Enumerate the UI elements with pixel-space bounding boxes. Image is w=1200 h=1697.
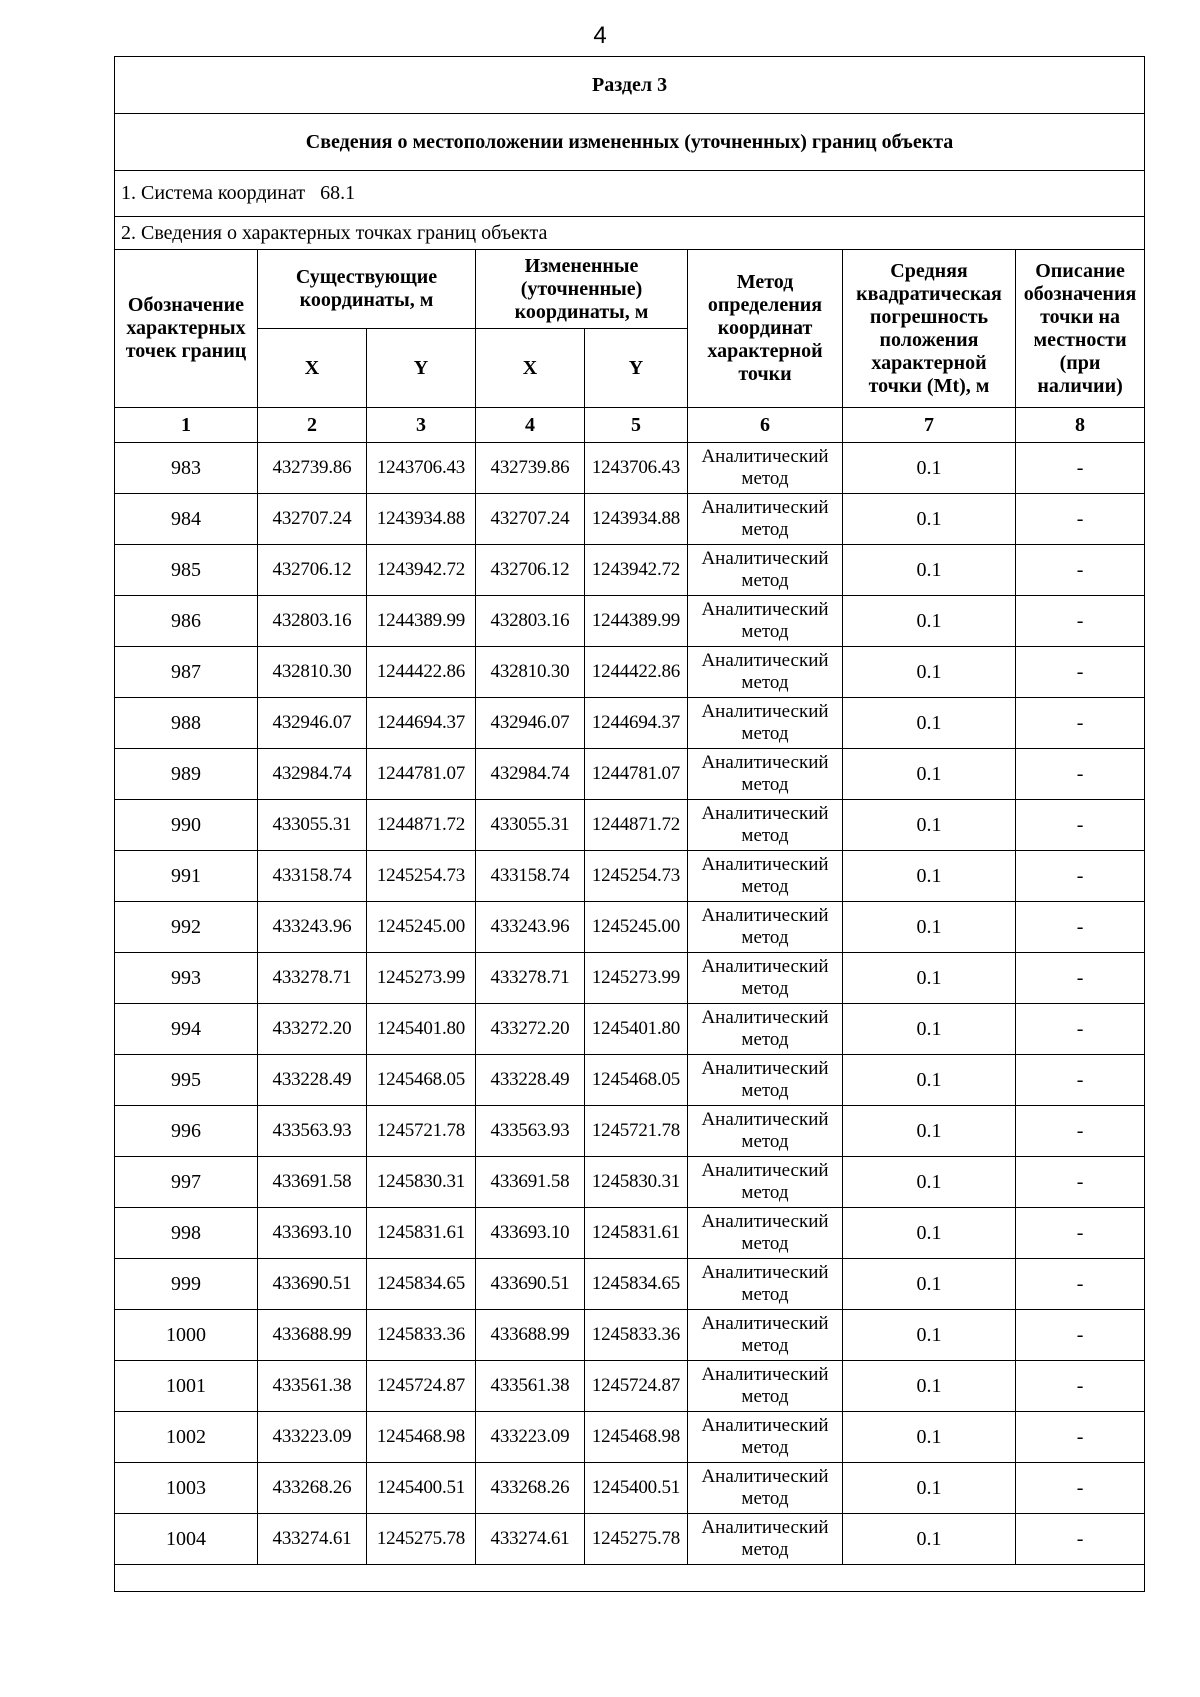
changed-x-cell: 432707.24 xyxy=(476,494,585,545)
coordinate-system-row xyxy=(115,171,1145,217)
table-row xyxy=(115,1361,1145,1412)
existing-y-cell: 1245721.78 xyxy=(367,1106,476,1157)
page-number: 4 xyxy=(593,22,607,49)
header-description: Описание обозначения точки на местности (при наличии) xyxy=(1016,250,1145,408)
error-cell: 0.1 xyxy=(843,1514,1016,1565)
table-row xyxy=(115,1004,1145,1055)
error-cell: 0.1 xyxy=(843,1259,1016,1310)
description-cell: - xyxy=(1016,1361,1145,1412)
description-cell: - xyxy=(1016,1157,1145,1208)
column-number: 6 xyxy=(688,408,843,443)
column-number: 1 xyxy=(115,408,258,443)
error-cell: 0.1 xyxy=(843,1310,1016,1361)
method-cell: Аналитический метод xyxy=(688,1361,843,1412)
changed-x-cell: 433272.20 xyxy=(476,1004,585,1055)
method-cell: Аналитический метод xyxy=(688,1208,843,1259)
point-id-cell: 1001 xyxy=(115,1361,258,1412)
existing-y-cell: 1243942.72 xyxy=(367,545,476,596)
existing-y-cell: 1245401.80 xyxy=(367,1004,476,1055)
existing-x-cell: 433278.71 xyxy=(258,953,367,1004)
column-number: 2 xyxy=(258,408,367,443)
existing-y-cell: 1244871.72 xyxy=(367,800,476,851)
point-id-cell: 995 xyxy=(115,1055,258,1106)
method-cell: Аналитический метод xyxy=(688,494,843,545)
existing-x-cell: 433228.49 xyxy=(258,1055,367,1106)
existing-y-cell: 1245254.73 xyxy=(367,851,476,902)
column-number: 3 xyxy=(367,408,476,443)
header-error: Средняя квадратическая погрешность положения характерной точки (Mt), м xyxy=(843,250,1016,408)
changed-y-cell: 1245468.98 xyxy=(585,1412,688,1463)
error-cell: 0.1 xyxy=(843,1463,1016,1514)
existing-y-cell: 1245834.65 xyxy=(367,1259,476,1310)
error-cell: 0.1 xyxy=(843,545,1016,596)
point-id-cell: 993 xyxy=(115,953,258,1004)
changed-y-cell: 1245401.80 xyxy=(585,1004,688,1055)
existing-y-cell: 1245724.87 xyxy=(367,1361,476,1412)
description-cell: - xyxy=(1016,851,1145,902)
existing-x-cell: 433158.74 xyxy=(258,851,367,902)
error-cell: 0.1 xyxy=(843,443,1016,494)
error-cell: 0.1 xyxy=(843,596,1016,647)
error-cell: 0.1 xyxy=(843,647,1016,698)
changed-x-cell: 432946.07 xyxy=(476,698,585,749)
header-changed-coordinates: Измененные (уточненные) координаты, м xyxy=(476,250,688,329)
error-cell: 0.1 xyxy=(843,800,1016,851)
error-cell: 0.1 xyxy=(843,902,1016,953)
column-number: 4 xyxy=(476,408,585,443)
changed-x-cell: 433278.71 xyxy=(476,953,585,1004)
document-title: Сведения о местоположении измененных (уточненных) границ объекта xyxy=(115,114,1145,171)
changed-x-cell: 433691.58 xyxy=(476,1157,585,1208)
existing-x-cell: 433274.61 xyxy=(258,1514,367,1565)
points-info-row xyxy=(115,217,1145,250)
description-cell: - xyxy=(1016,1412,1145,1463)
changed-y-cell: 1245254.73 xyxy=(585,851,688,902)
existing-x-cell: 433561.38 xyxy=(258,1361,367,1412)
existing-x-cell: 433693.10 xyxy=(258,1208,367,1259)
point-id-cell: 991 xyxy=(115,851,258,902)
error-cell: 0.1 xyxy=(843,698,1016,749)
changed-x-cell: 432739.86 xyxy=(476,443,585,494)
existing-y-cell: 1244389.99 xyxy=(367,596,476,647)
table-row xyxy=(115,1412,1145,1463)
empty-footer-row xyxy=(115,1565,1145,1592)
error-cell: 0.1 xyxy=(843,1055,1016,1106)
point-id-cell: 992 xyxy=(115,902,258,953)
changed-y-cell: 1243934.88 xyxy=(585,494,688,545)
title-row xyxy=(115,114,1145,171)
changed-x-cell: 433693.10 xyxy=(476,1208,585,1259)
existing-y-cell: 1245275.78 xyxy=(367,1514,476,1565)
existing-x-cell: 432706.12 xyxy=(258,545,367,596)
existing-x-cell: 433688.99 xyxy=(258,1310,367,1361)
changed-y-cell: 1245468.05 xyxy=(585,1055,688,1106)
column-number: 5 xyxy=(585,408,688,443)
boundary-points-table xyxy=(114,56,1145,1592)
description-cell: - xyxy=(1016,1055,1145,1106)
coordinate-system-cell xyxy=(115,171,1145,217)
existing-y-cell: 1245468.05 xyxy=(367,1055,476,1106)
existing-x-cell: 433691.58 xyxy=(258,1157,367,1208)
existing-x-cell: 433690.51 xyxy=(258,1259,367,1310)
changed-x-cell: 432706.12 xyxy=(476,545,585,596)
changed-y-cell: 1244781.07 xyxy=(585,749,688,800)
column-number: 8 xyxy=(1016,408,1145,443)
point-id-cell: 1004 xyxy=(115,1514,258,1565)
existing-x-cell: 433223.09 xyxy=(258,1412,367,1463)
coordinate-system-value: 68.1 xyxy=(320,182,356,204)
table-row xyxy=(115,1157,1145,1208)
table-row xyxy=(115,800,1145,851)
existing-y-cell: 1245245.00 xyxy=(367,902,476,953)
existing-y-cell: 1243706.43 xyxy=(367,443,476,494)
point-id-cell: 997 xyxy=(115,1157,258,1208)
changed-x-cell: 433268.26 xyxy=(476,1463,585,1514)
method-cell: Аналитический метод xyxy=(688,851,843,902)
description-cell: - xyxy=(1016,1259,1145,1310)
point-id-cell: 988 xyxy=(115,698,258,749)
point-id-cell: 994 xyxy=(115,1004,258,1055)
header-designation: Обозначение характерных точек границ xyxy=(115,250,258,408)
method-cell: Аналитический метод xyxy=(688,698,843,749)
existing-x-cell: 432739.86 xyxy=(258,443,367,494)
point-id-cell: 984 xyxy=(115,494,258,545)
table-row xyxy=(115,1106,1145,1157)
description-cell: - xyxy=(1016,443,1145,494)
description-cell: - xyxy=(1016,1514,1145,1565)
method-cell: Аналитический метод xyxy=(688,1412,843,1463)
header-existing-y: Y xyxy=(367,329,476,408)
error-cell: 0.1 xyxy=(843,1157,1016,1208)
header-existing-coordinates: Существующие координаты, м xyxy=(258,250,476,329)
method-cell: Аналитический метод xyxy=(688,749,843,800)
changed-x-cell: 433688.99 xyxy=(476,1310,585,1361)
point-id-cell: 1002 xyxy=(115,1412,258,1463)
description-cell: - xyxy=(1016,902,1145,953)
table-row xyxy=(115,698,1145,749)
description-cell: - xyxy=(1016,800,1145,851)
changed-x-cell: 433055.31 xyxy=(476,800,585,851)
description-cell: - xyxy=(1016,545,1145,596)
existing-y-cell: 1245400.51 xyxy=(367,1463,476,1514)
table-row xyxy=(115,1514,1145,1565)
existing-x-cell: 432984.74 xyxy=(258,749,367,800)
points-info: 2. Сведения о характерных точках границ объекта xyxy=(115,217,1145,250)
existing-y-cell: 1243934.88 xyxy=(367,494,476,545)
header-row-top xyxy=(115,250,1145,329)
existing-x-cell: 433055.31 xyxy=(258,800,367,851)
changed-x-cell: 433561.38 xyxy=(476,1361,585,1412)
table-row xyxy=(115,647,1145,698)
header-changed-y: Y xyxy=(585,329,688,408)
table-row xyxy=(115,1055,1145,1106)
method-cell: Аналитический метод xyxy=(688,1055,843,1106)
description-cell: - xyxy=(1016,647,1145,698)
existing-y-cell: 1245831.61 xyxy=(367,1208,476,1259)
table-row xyxy=(115,851,1145,902)
point-id-cell: 1003 xyxy=(115,1463,258,1514)
existing-x-cell: 433268.26 xyxy=(258,1463,367,1514)
changed-x-cell: 433274.61 xyxy=(476,1514,585,1565)
method-cell: Аналитический метод xyxy=(688,1259,843,1310)
method-cell: Аналитический метод xyxy=(688,647,843,698)
point-id-cell: 989 xyxy=(115,749,258,800)
section-row xyxy=(115,57,1145,114)
table-row xyxy=(115,1208,1145,1259)
changed-y-cell: 1243706.43 xyxy=(585,443,688,494)
method-cell: Аналитический метод xyxy=(688,1463,843,1514)
description-cell: - xyxy=(1016,494,1145,545)
description-cell: - xyxy=(1016,953,1145,1004)
table-row xyxy=(115,1463,1145,1514)
existing-y-cell: 1244694.37 xyxy=(367,698,476,749)
method-cell: Аналитический метод xyxy=(688,1514,843,1565)
table-row xyxy=(115,596,1145,647)
method-cell: Аналитический метод xyxy=(688,1106,843,1157)
changed-y-cell: 1245834.65 xyxy=(585,1259,688,1310)
existing-x-cell: 432810.30 xyxy=(258,647,367,698)
changed-y-cell: 1245724.87 xyxy=(585,1361,688,1412)
changed-x-cell: 432984.74 xyxy=(476,749,585,800)
method-cell: Аналитический метод xyxy=(688,800,843,851)
changed-y-cell: 1245721.78 xyxy=(585,1106,688,1157)
changed-y-cell: 1245830.31 xyxy=(585,1157,688,1208)
table-row xyxy=(115,494,1145,545)
description-cell: - xyxy=(1016,596,1145,647)
changed-y-cell: 1245245.00 xyxy=(585,902,688,953)
table-row xyxy=(115,1259,1145,1310)
existing-x-cell: 432803.16 xyxy=(258,596,367,647)
method-cell: Аналитический метод xyxy=(688,902,843,953)
changed-x-cell: 433228.49 xyxy=(476,1055,585,1106)
error-cell: 0.1 xyxy=(843,1412,1016,1463)
point-id-cell: 983 xyxy=(115,443,258,494)
header-existing-x: X xyxy=(258,329,367,408)
changed-x-cell: 432803.16 xyxy=(476,596,585,647)
section-heading: Раздел 3 xyxy=(115,57,1145,114)
error-cell: 0.1 xyxy=(843,851,1016,902)
error-cell: 0.1 xyxy=(843,1106,1016,1157)
error-cell: 0.1 xyxy=(843,953,1016,1004)
changed-y-cell: 1245273.99 xyxy=(585,953,688,1004)
table-row xyxy=(115,749,1145,800)
method-cell: Аналитический метод xyxy=(688,1157,843,1208)
column-number: 7 xyxy=(843,408,1016,443)
point-id-cell: 986 xyxy=(115,596,258,647)
column-numbers-row xyxy=(115,408,1145,443)
changed-x-cell: 432810.30 xyxy=(476,647,585,698)
existing-y-cell: 1245833.36 xyxy=(367,1310,476,1361)
description-cell: - xyxy=(1016,1004,1145,1055)
coordinate-system-label: 1. Система координат xyxy=(121,182,306,204)
empty-footer-cell xyxy=(115,1565,1145,1592)
existing-x-cell: 433563.93 xyxy=(258,1106,367,1157)
existing-y-cell: 1244781.07 xyxy=(367,749,476,800)
error-cell: 0.1 xyxy=(843,749,1016,800)
point-id-cell: 1000 xyxy=(115,1310,258,1361)
table-row xyxy=(115,902,1145,953)
error-cell: 0.1 xyxy=(843,1004,1016,1055)
changed-x-cell: 433223.09 xyxy=(476,1412,585,1463)
existing-y-cell: 1244422.86 xyxy=(367,647,476,698)
table-row xyxy=(115,953,1145,1004)
changed-y-cell: 1244422.86 xyxy=(585,647,688,698)
error-cell: 0.1 xyxy=(843,1361,1016,1412)
changed-y-cell: 1244389.99 xyxy=(585,596,688,647)
method-cell: Аналитический метод xyxy=(688,443,843,494)
changed-y-cell: 1245833.36 xyxy=(585,1310,688,1361)
point-id-cell: 999 xyxy=(115,1259,258,1310)
method-cell: Аналитический метод xyxy=(688,596,843,647)
error-cell: 0.1 xyxy=(843,1208,1016,1259)
existing-x-cell: 432707.24 xyxy=(258,494,367,545)
description-cell: - xyxy=(1016,1463,1145,1514)
changed-x-cell: 433690.51 xyxy=(476,1259,585,1310)
table-row xyxy=(115,1310,1145,1361)
existing-x-cell: 432946.07 xyxy=(258,698,367,749)
point-id-cell: 985 xyxy=(115,545,258,596)
existing-y-cell: 1245830.31 xyxy=(367,1157,476,1208)
point-id-cell: 998 xyxy=(115,1208,258,1259)
existing-x-cell: 433272.20 xyxy=(258,1004,367,1055)
changed-y-cell: 1245275.78 xyxy=(585,1514,688,1565)
method-cell: Аналитический метод xyxy=(688,1310,843,1361)
changed-y-cell: 1243942.72 xyxy=(585,545,688,596)
description-cell: - xyxy=(1016,749,1145,800)
table-row xyxy=(115,545,1145,596)
existing-x-cell: 433243.96 xyxy=(258,902,367,953)
existing-y-cell: 1245273.99 xyxy=(367,953,476,1004)
method-cell: Аналитический метод xyxy=(688,953,843,1004)
changed-y-cell: 1244694.37 xyxy=(585,698,688,749)
header-method: Метод определения координат характерной точки xyxy=(688,250,843,408)
point-id-cell: 990 xyxy=(115,800,258,851)
point-id-cell: 987 xyxy=(115,647,258,698)
description-cell: - xyxy=(1016,698,1145,749)
changed-x-cell: 433158.74 xyxy=(476,851,585,902)
description-cell: - xyxy=(1016,1208,1145,1259)
method-cell: Аналитический метод xyxy=(688,1004,843,1055)
header-changed-x: X xyxy=(476,329,585,408)
changed-x-cell: 433563.93 xyxy=(476,1106,585,1157)
changed-y-cell: 1245831.61 xyxy=(585,1208,688,1259)
error-cell: 0.1 xyxy=(843,494,1016,545)
existing-y-cell: 1245468.98 xyxy=(367,1412,476,1463)
changed-y-cell: 1245400.51 xyxy=(585,1463,688,1514)
method-cell: Аналитический метод xyxy=(688,545,843,596)
changed-y-cell: 1244871.72 xyxy=(585,800,688,851)
point-id-cell: 996 xyxy=(115,1106,258,1157)
changed-x-cell: 433243.96 xyxy=(476,902,585,953)
description-cell: - xyxy=(1016,1106,1145,1157)
table-row xyxy=(115,443,1145,494)
description-cell: - xyxy=(1016,1310,1145,1361)
